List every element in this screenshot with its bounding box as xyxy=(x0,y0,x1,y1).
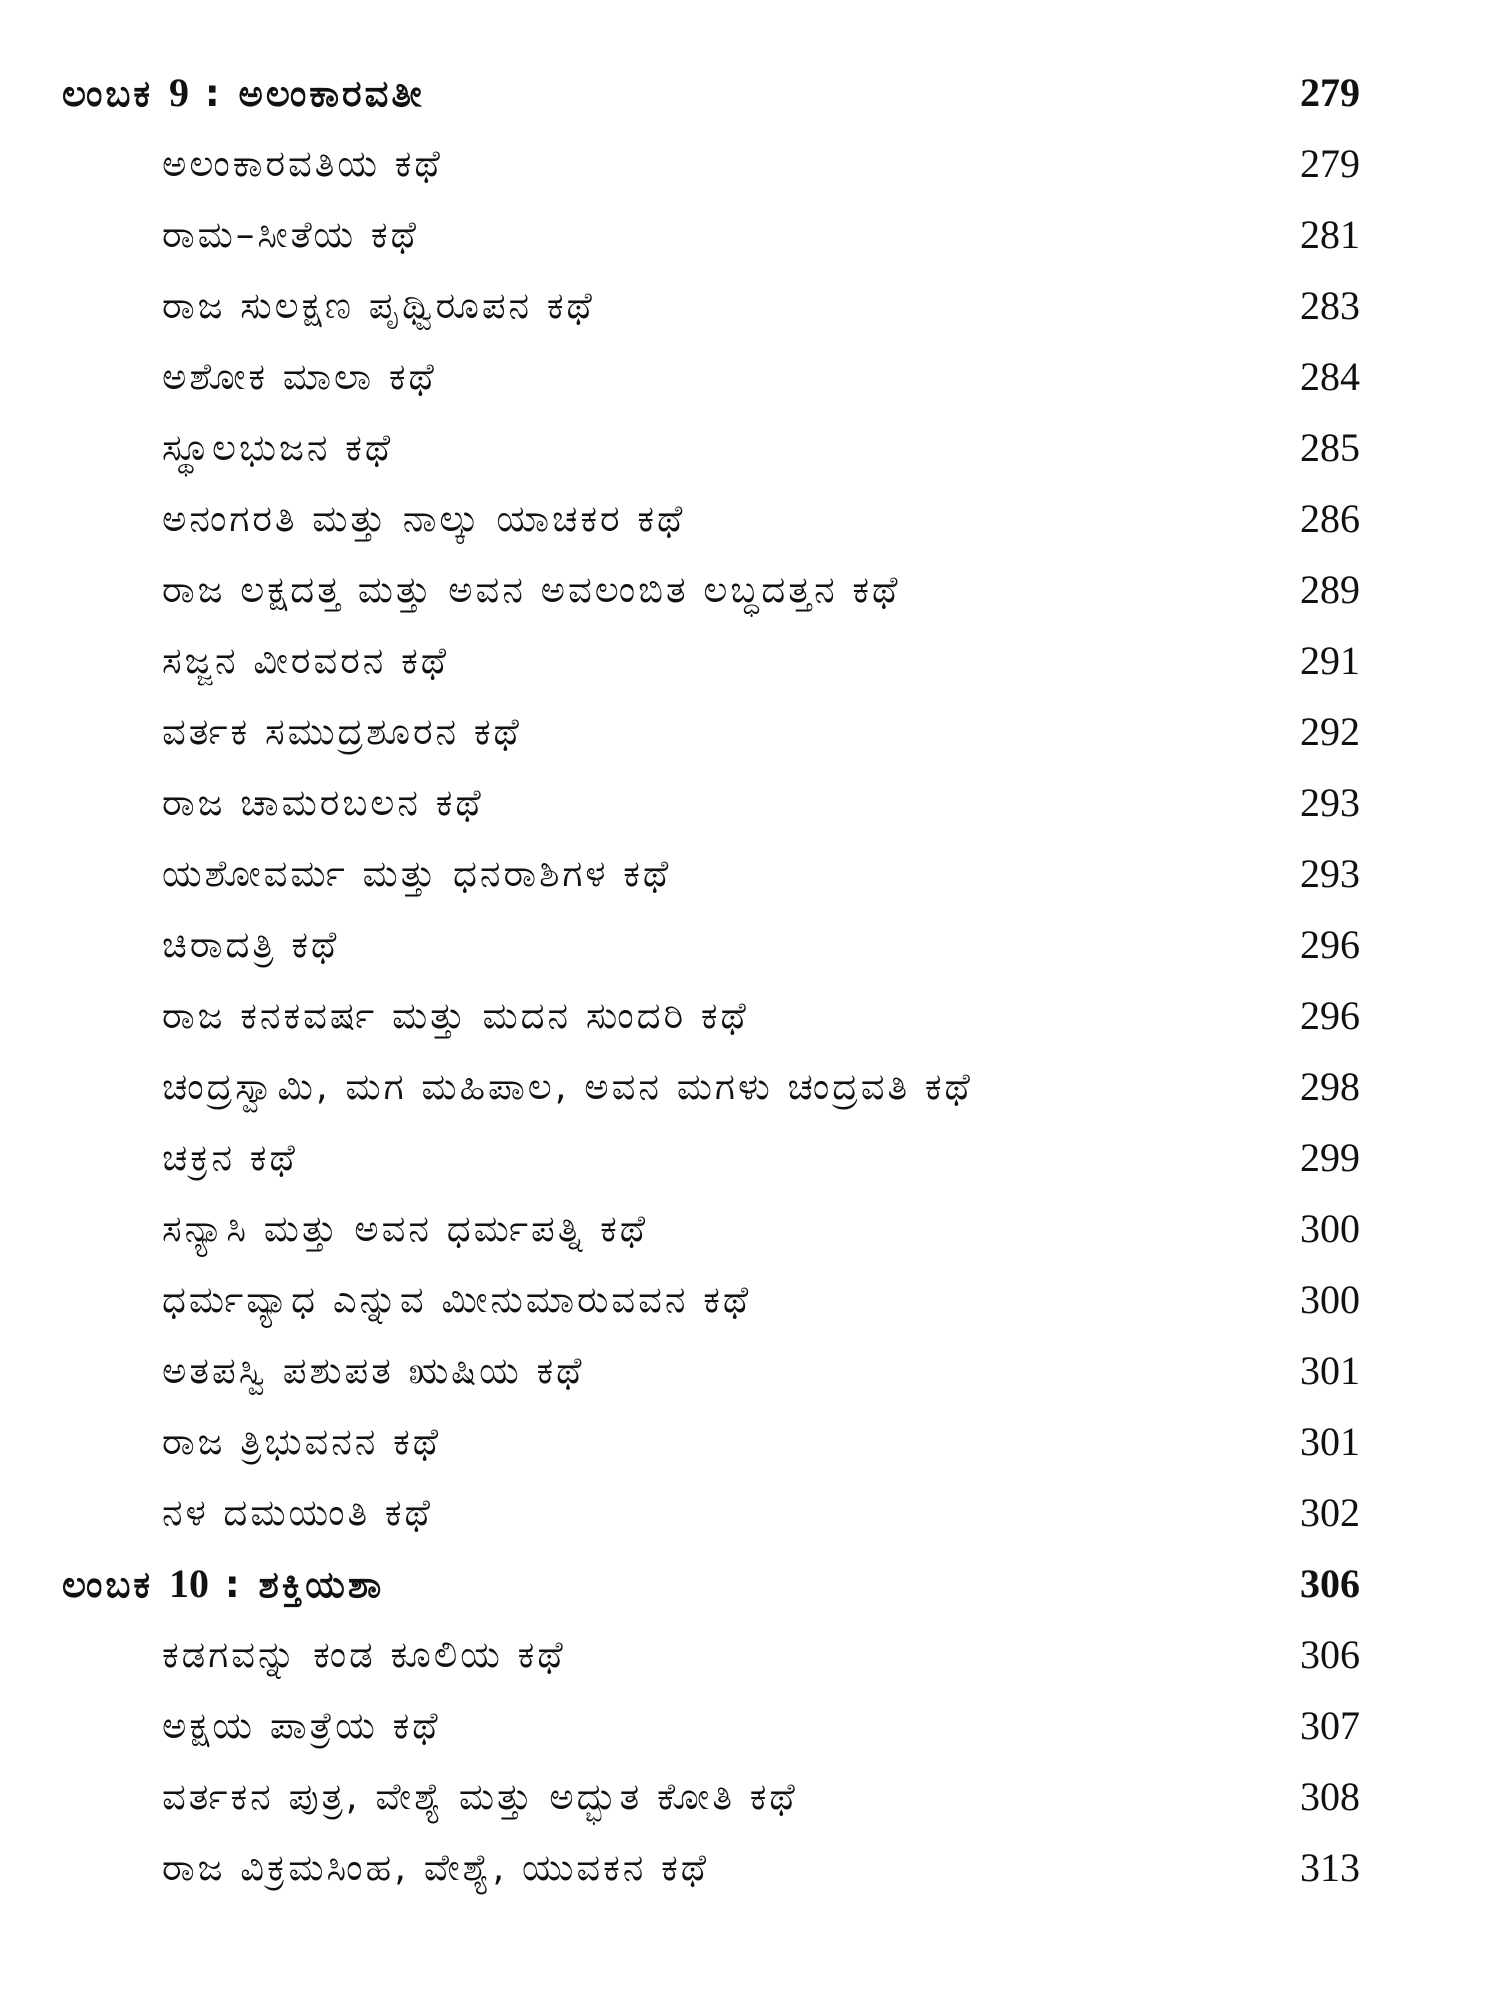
entry-title: ಚಕ್ರನ ಕಥೆ xyxy=(162,1136,298,1179)
toc-entry xyxy=(0,767,1500,838)
toc-entry xyxy=(0,1619,1500,1690)
entry-page-number: 291 xyxy=(1300,638,1360,683)
entry-title: ಸಜ್ಜನ ವೀರವರನ ಕಥೆ xyxy=(162,639,450,682)
entry-page-number: 313 xyxy=(1300,1845,1360,1890)
section-title xyxy=(62,57,425,129)
entry-title: ವರ್ತಕ ಸಮುದ್ರಶೂರನ ಕಥೆ xyxy=(162,710,522,753)
entry-title: ಅಲಂಕಾರವತಿಯ ಕಥೆ xyxy=(162,142,443,185)
entry-page-number: 307 xyxy=(1300,1703,1360,1748)
entry-page-number: 279 xyxy=(1300,141,1360,186)
entry-title: ಕಡಗವನ್ನು ಕಂಡ ಕೂಲಿಯ ಕಥೆ xyxy=(162,1633,566,1676)
toc-entry xyxy=(0,483,1500,554)
toc-entry xyxy=(0,412,1500,483)
toc-entry xyxy=(0,1406,1500,1477)
entry-title: ಅಶೋಕ ಮಾಲಾ ಕಥೆ xyxy=(162,355,437,398)
entry-title: ಸ್ಥೂಲಭುಜನ ಕಥೆ xyxy=(162,426,394,469)
toc-entry xyxy=(0,199,1500,270)
toc-entry xyxy=(0,1761,1500,1832)
entry-title: ವರ್ತಕನ ಪುತ್ರ, ವೇಶ್ಯೆ ಮತ್ತು ಅದ್ಭುತ ಕೋತಿ ಕಥೆ xyxy=(162,1775,798,1818)
entry-page-number: 302 xyxy=(1300,1490,1360,1535)
toc-entry xyxy=(0,980,1500,1051)
toc-entry xyxy=(0,838,1500,909)
toc-entry xyxy=(0,554,1500,625)
entry-page-number: 300 xyxy=(1300,1277,1360,1322)
entry-page-number: 301 xyxy=(1300,1419,1360,1464)
toc-entry xyxy=(0,1122,1500,1193)
toc-entry xyxy=(0,625,1500,696)
entry-page-number: 296 xyxy=(1300,922,1360,967)
entry-title: ರಾಜ ತ್ರಿಭುವನನ ಕಥೆ xyxy=(162,1420,442,1463)
entry-title: ರಾಜ ವಿಕ್ರಮಸಿಂಹ, ವೇಶ್ಯೆ, ಯುವಕನ ಕಥೆ xyxy=(162,1846,710,1889)
toc-entry xyxy=(0,341,1500,412)
section-number: 9 xyxy=(168,70,189,115)
entry-page-number: 292 xyxy=(1300,709,1360,754)
toc-entry xyxy=(0,696,1500,767)
toc-entry xyxy=(0,128,1500,199)
entry-title: ಅನಂಗರತಿ ಮತ್ತು ನಾಲ್ಕು ಯಾಚಕರ ಕಥೆ xyxy=(162,497,686,540)
entry-page-number: 283 xyxy=(1300,283,1360,328)
toc-entry xyxy=(0,1051,1500,1122)
entry-page-number: 298 xyxy=(1300,1064,1360,1109)
entry-title: ರಾಜ ಲಕ್ಷದತ್ತ ಮತ್ತು ಅವನ ಅವಲಂಬಿತ ಲಬ್ಧದತ್ತನ ಕಥೆ xyxy=(162,568,901,611)
entry-title: ಧರ್ಮವ್ಯಾಧ ಎನ್ನುವ ಮೀನುಮಾರುವವನ ಕಥೆ xyxy=(162,1278,752,1321)
section-title xyxy=(62,1548,384,1620)
entry-page-number: 284 xyxy=(1300,354,1360,399)
table-of-contents xyxy=(0,57,1500,1903)
section-number: 10 xyxy=(168,1561,209,1606)
entry-page-number: 293 xyxy=(1300,780,1360,825)
toc-entry xyxy=(0,909,1500,980)
entry-page-number: 306 xyxy=(1300,1632,1360,1677)
entry-title: ಸನ್ಯಾಸಿ ಮತ್ತು ಅವನ ಧರ್ಮಪತ್ನಿ ಕಥೆ xyxy=(162,1207,649,1250)
section-separator: : xyxy=(224,1563,243,1606)
section-heading xyxy=(0,1548,1500,1619)
toc-entry xyxy=(0,1264,1500,1335)
entry-page-number: 300 xyxy=(1300,1206,1360,1251)
toc-entry xyxy=(0,1832,1500,1903)
entry-title: ರಾಮ–ಸೀತೆಯ ಕಥೆ xyxy=(162,213,419,256)
toc-entry xyxy=(0,1690,1500,1761)
entry-title: ಚಂದ್ರಸ್ವಾಮಿ, ಮಗ ಮಹಿಪಾಲ, ಅವನ ಮಗಳು ಚಂದ್ರವತಿ ಕಥೆ xyxy=(162,1065,973,1108)
section-separator: : xyxy=(204,72,223,115)
entry-title: ಚಿರಾದತ್ರಿ ಕಥೆ xyxy=(162,923,340,966)
entry-title: ಅತಪಸ್ವಿ ಪಶುಪತ ಋಷಿಯ ಕಥೆ xyxy=(162,1349,585,1392)
toc-entry xyxy=(0,1477,1500,1548)
entry-title: ರಾಜ ಸುಲಕ್ಷಣ ಪೃಥ್ವಿರೂಪನ ಕಥೆ xyxy=(162,284,595,327)
entry-page-number: 296 xyxy=(1300,993,1360,1038)
entry-page-number: 289 xyxy=(1300,567,1360,612)
section-page-number: 306 xyxy=(1300,1561,1360,1606)
entry-title: ಅಕ್ಷಯ ಪಾತ್ರೆಯ ಕಥೆ xyxy=(162,1704,441,1747)
section-name: ಶಕ್ತಿಯಶಾ xyxy=(258,1563,385,1606)
entry-page-number: 301 xyxy=(1300,1348,1360,1393)
entry-page-number: 286 xyxy=(1300,496,1360,541)
entry-title: ರಾಜ ಕನಕವರ್ಷ ಮತ್ತು ಮದನ ಸುಂದರಿ ಕಥೆ xyxy=(162,994,749,1037)
section-name: ಅಲಂಕಾರವತೀ xyxy=(238,72,425,115)
section-prefix: ಲಂಬಕ xyxy=(62,1563,154,1606)
entry-page-number: 285 xyxy=(1300,425,1360,470)
toc-entry xyxy=(0,1193,1500,1264)
toc-entry xyxy=(0,270,1500,341)
section-prefix: ಲಂಬಕ xyxy=(62,72,154,115)
entry-title: ನಳ ದಮಯಂತಿ ಕಥೆ xyxy=(162,1491,433,1534)
entry-title: ಯಶೋವರ್ಮ ಮತ್ತು ಧನರಾಶಿಗಳ ಕಥೆ xyxy=(162,852,672,895)
entry-page-number: 293 xyxy=(1300,851,1360,896)
entry-page-number: 308 xyxy=(1300,1774,1360,1819)
entry-page-number: 299 xyxy=(1300,1135,1360,1180)
section-heading xyxy=(0,57,1500,128)
section-page-number: 279 xyxy=(1300,70,1360,115)
entry-title: ರಾಜ ಚಾಮರಬಲನ ಕಥೆ xyxy=(162,781,484,824)
toc-entry xyxy=(0,1335,1500,1406)
entry-page-number: 281 xyxy=(1300,212,1360,257)
